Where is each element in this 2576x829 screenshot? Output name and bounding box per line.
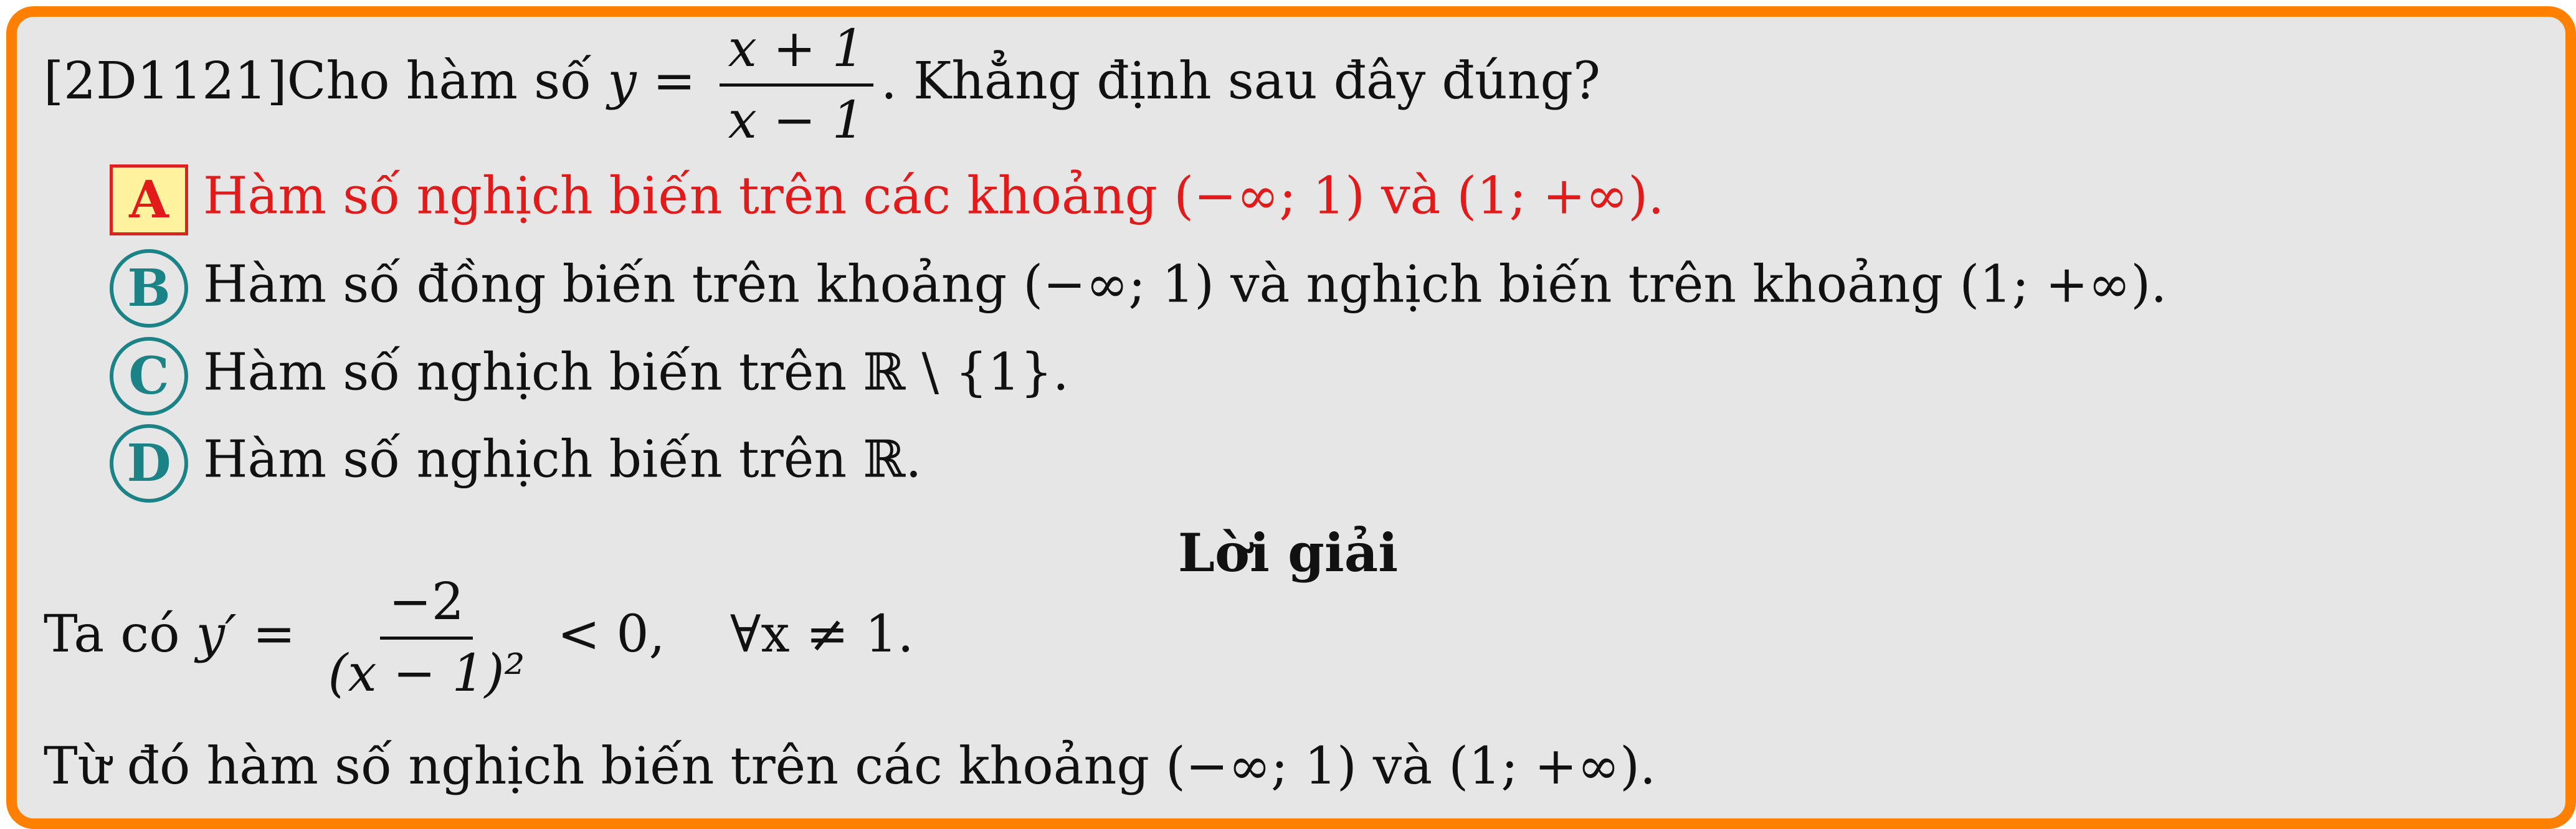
derivative-denominator: (x − 1)² (328, 644, 525, 703)
solution-heading: Lời giải (1177, 522, 1399, 584)
derivative-numerator: −2 (380, 577, 473, 640)
option-d-text: Hàm số nghịch biến trên ℝ. (203, 430, 922, 490)
option-b[interactable] (110, 249, 2167, 328)
option-d-badge[interactable]: D (110, 424, 188, 503)
question-lead: Cho hàm số (287, 52, 608, 111)
derivative-fraction (319, 572, 533, 703)
question-code: [2D1121] (44, 52, 287, 111)
function-fraction (720, 19, 873, 150)
function-equals: = (636, 52, 712, 111)
option-c[interactable] (110, 337, 1069, 415)
option-d[interactable] (110, 424, 922, 503)
question-tail: . Khẳng định sau đây đúng? (880, 52, 1600, 111)
solution-line-1 (44, 572, 914, 703)
solution-lead: Ta có (44, 605, 196, 664)
solution-line-2 (44, 737, 1656, 796)
derivative-equals: = (236, 605, 312, 664)
option-a-text: Hàm số nghịch biến trên các khoảng (−∞; 1) và (1; +∞). (203, 166, 1665, 226)
option-c-text: Hàm số nghịch biến trên ℝ \ {1}. (203, 343, 1069, 402)
option-a[interactable] (110, 164, 1664, 235)
option-b-badge[interactable]: B (110, 249, 188, 328)
fraction-numerator: x + 1 (720, 24, 873, 87)
option-c-badge[interactable]: C (110, 337, 188, 415)
option-b-text: Hàm số đồng biến trên khoảng (−∞; 1) và nghịch biến trên khoảng (1; +∞). (203, 255, 2167, 315)
function-variable: y (607, 52, 637, 111)
fraction-denominator: x − 1 (728, 91, 865, 150)
derivative-variable: y′ (196, 605, 237, 664)
question-line (44, 19, 1600, 150)
option-a-badge[interactable]: A (110, 164, 188, 235)
solution-condition: < 0, ∀x ≠ 1. (541, 605, 914, 664)
solution-conclusion: Từ đó hàm số nghịch biến trên các khoảng (−∞; 1) và (1; +∞). (44, 737, 1656, 796)
